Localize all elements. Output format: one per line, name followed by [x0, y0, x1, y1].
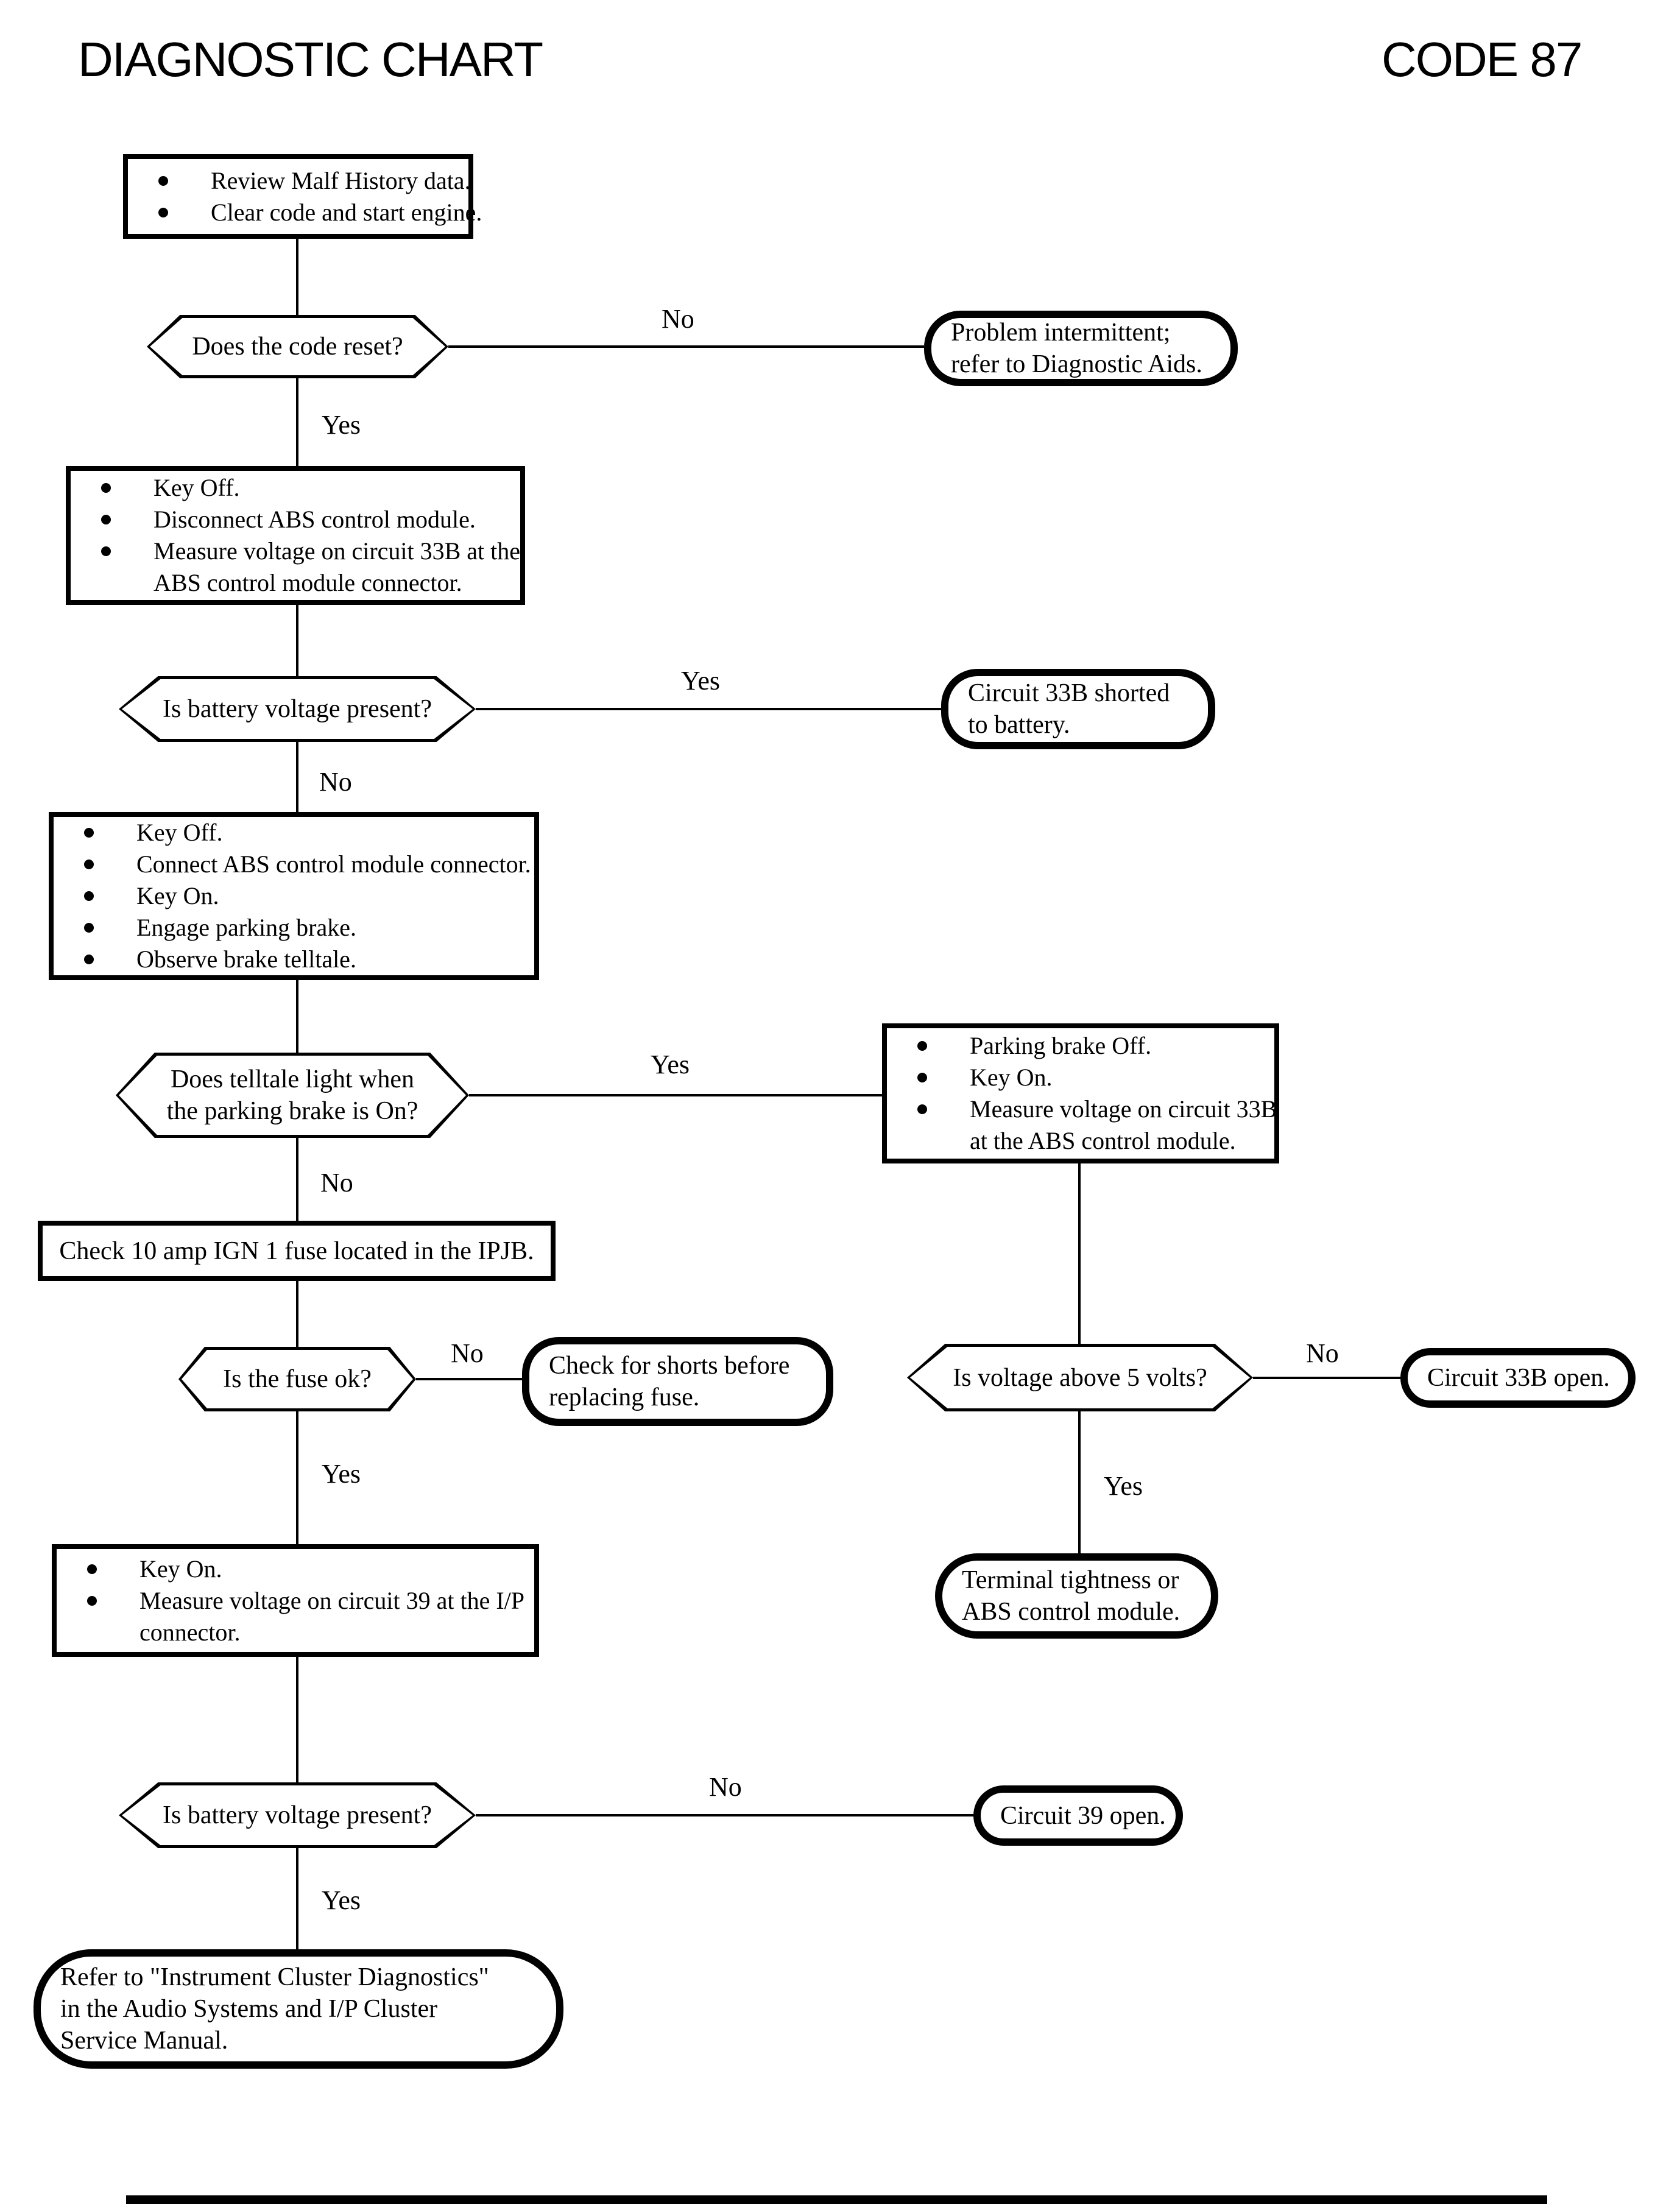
connector-line — [416, 1378, 522, 1380]
terminal-text: to battery. — [968, 711, 1070, 739]
process-step — [57, 1553, 529, 1585]
terminal-text: Refer to "Instrument Cluster Diagnostics" — [60, 1963, 489, 1991]
step-text: Check 10 amp IGN 1 fuse located in the IPJB. — [59, 1237, 534, 1265]
connector-line — [476, 1814, 973, 1816]
step-text: Parking brake Off. — [970, 1032, 1152, 1059]
connector-line — [296, 980, 298, 1053]
step-text: Key Off. — [154, 474, 240, 501]
terminal-text: Service Manual. — [60, 2027, 228, 2055]
edge-label-no: No — [451, 1338, 484, 1368]
bullet-icon — [87, 1596, 97, 1606]
edge-label-no: No — [320, 1168, 353, 1198]
decision-question: Does the code reset? — [192, 333, 403, 361]
process-step — [887, 1030, 1269, 1062]
connector-line — [296, 1411, 298, 1544]
step-text: Key Off. — [136, 819, 223, 846]
step-text: Measure voltage on circuit 33B — [970, 1095, 1277, 1123]
edge-label-yes: Yes — [651, 1050, 690, 1079]
bullet-icon — [84, 828, 94, 838]
decision-battery-voltage-1 — [119, 676, 476, 742]
bullet-icon — [101, 515, 111, 524]
process-review-history — [123, 154, 482, 239]
process-step — [71, 504, 515, 535]
bullet-icon — [158, 208, 168, 217]
terminal-text: Circuit 39 open. — [1000, 1801, 1166, 1830]
decision-question: Is battery voltage present? — [163, 695, 432, 723]
edge-label-no: No — [662, 304, 694, 334]
step-text: Clear code and start engine. — [211, 198, 482, 226]
process-step — [54, 944, 529, 975]
bullet-icon — [917, 1041, 927, 1051]
process-step — [54, 817, 529, 849]
step-text: Measure voltage on circuit 33B at the — [154, 537, 521, 565]
decision-fuse-ok — [178, 1347, 416, 1411]
step-text: Key On. — [139, 1555, 222, 1583]
decision-telltale-light — [116, 1053, 469, 1138]
terminal-text: ABS control module. — [962, 1598, 1181, 1626]
bullet-icon — [917, 1104, 927, 1114]
step-text: Observe brake telltale. — [136, 945, 356, 973]
connector-line — [296, 378, 298, 466]
process-key-off-disconnect — [66, 466, 525, 605]
step-text: Connect ABS control module connector. — [136, 850, 531, 878]
process-step — [887, 1093, 1277, 1157]
bullet-icon — [917, 1073, 927, 1082]
connector-line — [296, 742, 298, 812]
connector-line — [296, 1281, 298, 1347]
decision-question: Does telltale light when — [170, 1065, 415, 1093]
terminal-text: Terminal tightness or — [962, 1566, 1179, 1594]
terminal-text: Check for shorts before — [549, 1352, 790, 1380]
terminal-text: Circuit 33B shorted — [968, 679, 1170, 707]
terminal-circuit-33b-open — [1400, 1348, 1636, 1408]
decision-voltage-above-5 — [907, 1344, 1253, 1411]
step-text: ABS control module connector. — [154, 569, 462, 596]
step-text: Review Malf History data. — [211, 166, 471, 194]
page-bottom-rule — [126, 2195, 1547, 2204]
step-text: Disconnect ABS control module. — [154, 506, 476, 533]
edge-label-yes: Yes — [322, 1459, 361, 1489]
bullet-icon — [84, 923, 94, 933]
edge-label-yes: Yes — [322, 1885, 361, 1915]
bullet-icon — [101, 546, 111, 556]
terminal-text: Circuit 33B open. — [1427, 1364, 1610, 1392]
edge-label-yes: Yes — [322, 410, 361, 440]
process-step — [71, 535, 521, 599]
process-parking-brake-off — [882, 1023, 1279, 1163]
process-step — [54, 912, 529, 944]
step-text: Key On. — [970, 1064, 1053, 1091]
process-step — [128, 165, 471, 197]
connector-line — [296, 605, 298, 676]
bullet-icon — [84, 860, 94, 869]
bullet-icon — [84, 891, 94, 901]
step-text: at the ABS control module. — [970, 1127, 1236, 1154]
connector-line — [296, 1848, 298, 1949]
process-step — [128, 197, 482, 228]
decision-battery-voltage-2 — [119, 1782, 476, 1848]
connector-line — [1078, 1163, 1081, 1344]
process-step — [887, 1062, 1269, 1093]
edge-label-yes: Yes — [1104, 1471, 1143, 1501]
edge-label-no: No — [709, 1772, 742, 1802]
connector-line — [448, 345, 924, 348]
step-text: Key On. — [136, 882, 219, 909]
connector-line — [476, 708, 941, 710]
step-text: Measure voltage on circuit 39 at the I/P — [139, 1586, 525, 1614]
decision-question: Is the fuse ok? — [223, 1365, 372, 1393]
connector-line — [469, 1094, 882, 1096]
terminal-refer-manual — [34, 1949, 563, 2069]
connector-line — [296, 239, 298, 315]
connector-line — [296, 1657, 298, 1782]
edge-label-no: No — [1306, 1338, 1339, 1368]
terminal-problem-intermittent — [924, 311, 1238, 386]
bullet-icon — [84, 955, 94, 964]
step-text: Engage parking brake. — [136, 914, 356, 941]
bullet-icon — [101, 483, 111, 493]
process-step — [54, 880, 529, 912]
process-key-on-circuit-39 — [52, 1544, 539, 1657]
process-check-fuse — [38, 1221, 556, 1281]
connector-line — [1253, 1377, 1400, 1379]
terminal-circuit-33b-shorted — [941, 669, 1215, 749]
terminal-text: in the Audio Systems and I/P Cluster — [60, 1995, 438, 2023]
process-step — [71, 472, 515, 504]
decision-code-reset — [147, 315, 448, 378]
terminal-text: refer to Diagnostic Aids. — [951, 350, 1202, 378]
edge-label-no: No — [319, 767, 352, 797]
process-connect-module — [49, 812, 539, 980]
bullet-icon — [87, 1564, 97, 1574]
terminal-tightness — [935, 1553, 1218, 1639]
bullet-icon — [158, 176, 168, 186]
page-title: DIAGNOSTIC CHART — [78, 32, 543, 86]
decision-question: the parking brake is On? — [166, 1097, 418, 1125]
decision-question: Is voltage above 5 volts? — [953, 1363, 1207, 1392]
process-step — [57, 1585, 529, 1648]
connector-line — [1078, 1411, 1081, 1553]
terminal-text: replacing fuse. — [549, 1383, 700, 1411]
connector-line — [296, 1138, 298, 1221]
terminal-circuit-39-open — [973, 1785, 1183, 1846]
decision-question: Is battery voltage present? — [163, 1801, 432, 1829]
code-number: CODE 87 — [1382, 32, 1582, 86]
terminal-check-shorts — [522, 1337, 833, 1426]
process-step — [54, 849, 529, 880]
step-text: connector. — [139, 1618, 241, 1646]
edge-label-yes: Yes — [681, 666, 721, 696]
terminal-text: Problem intermittent; — [951, 319, 1171, 347]
